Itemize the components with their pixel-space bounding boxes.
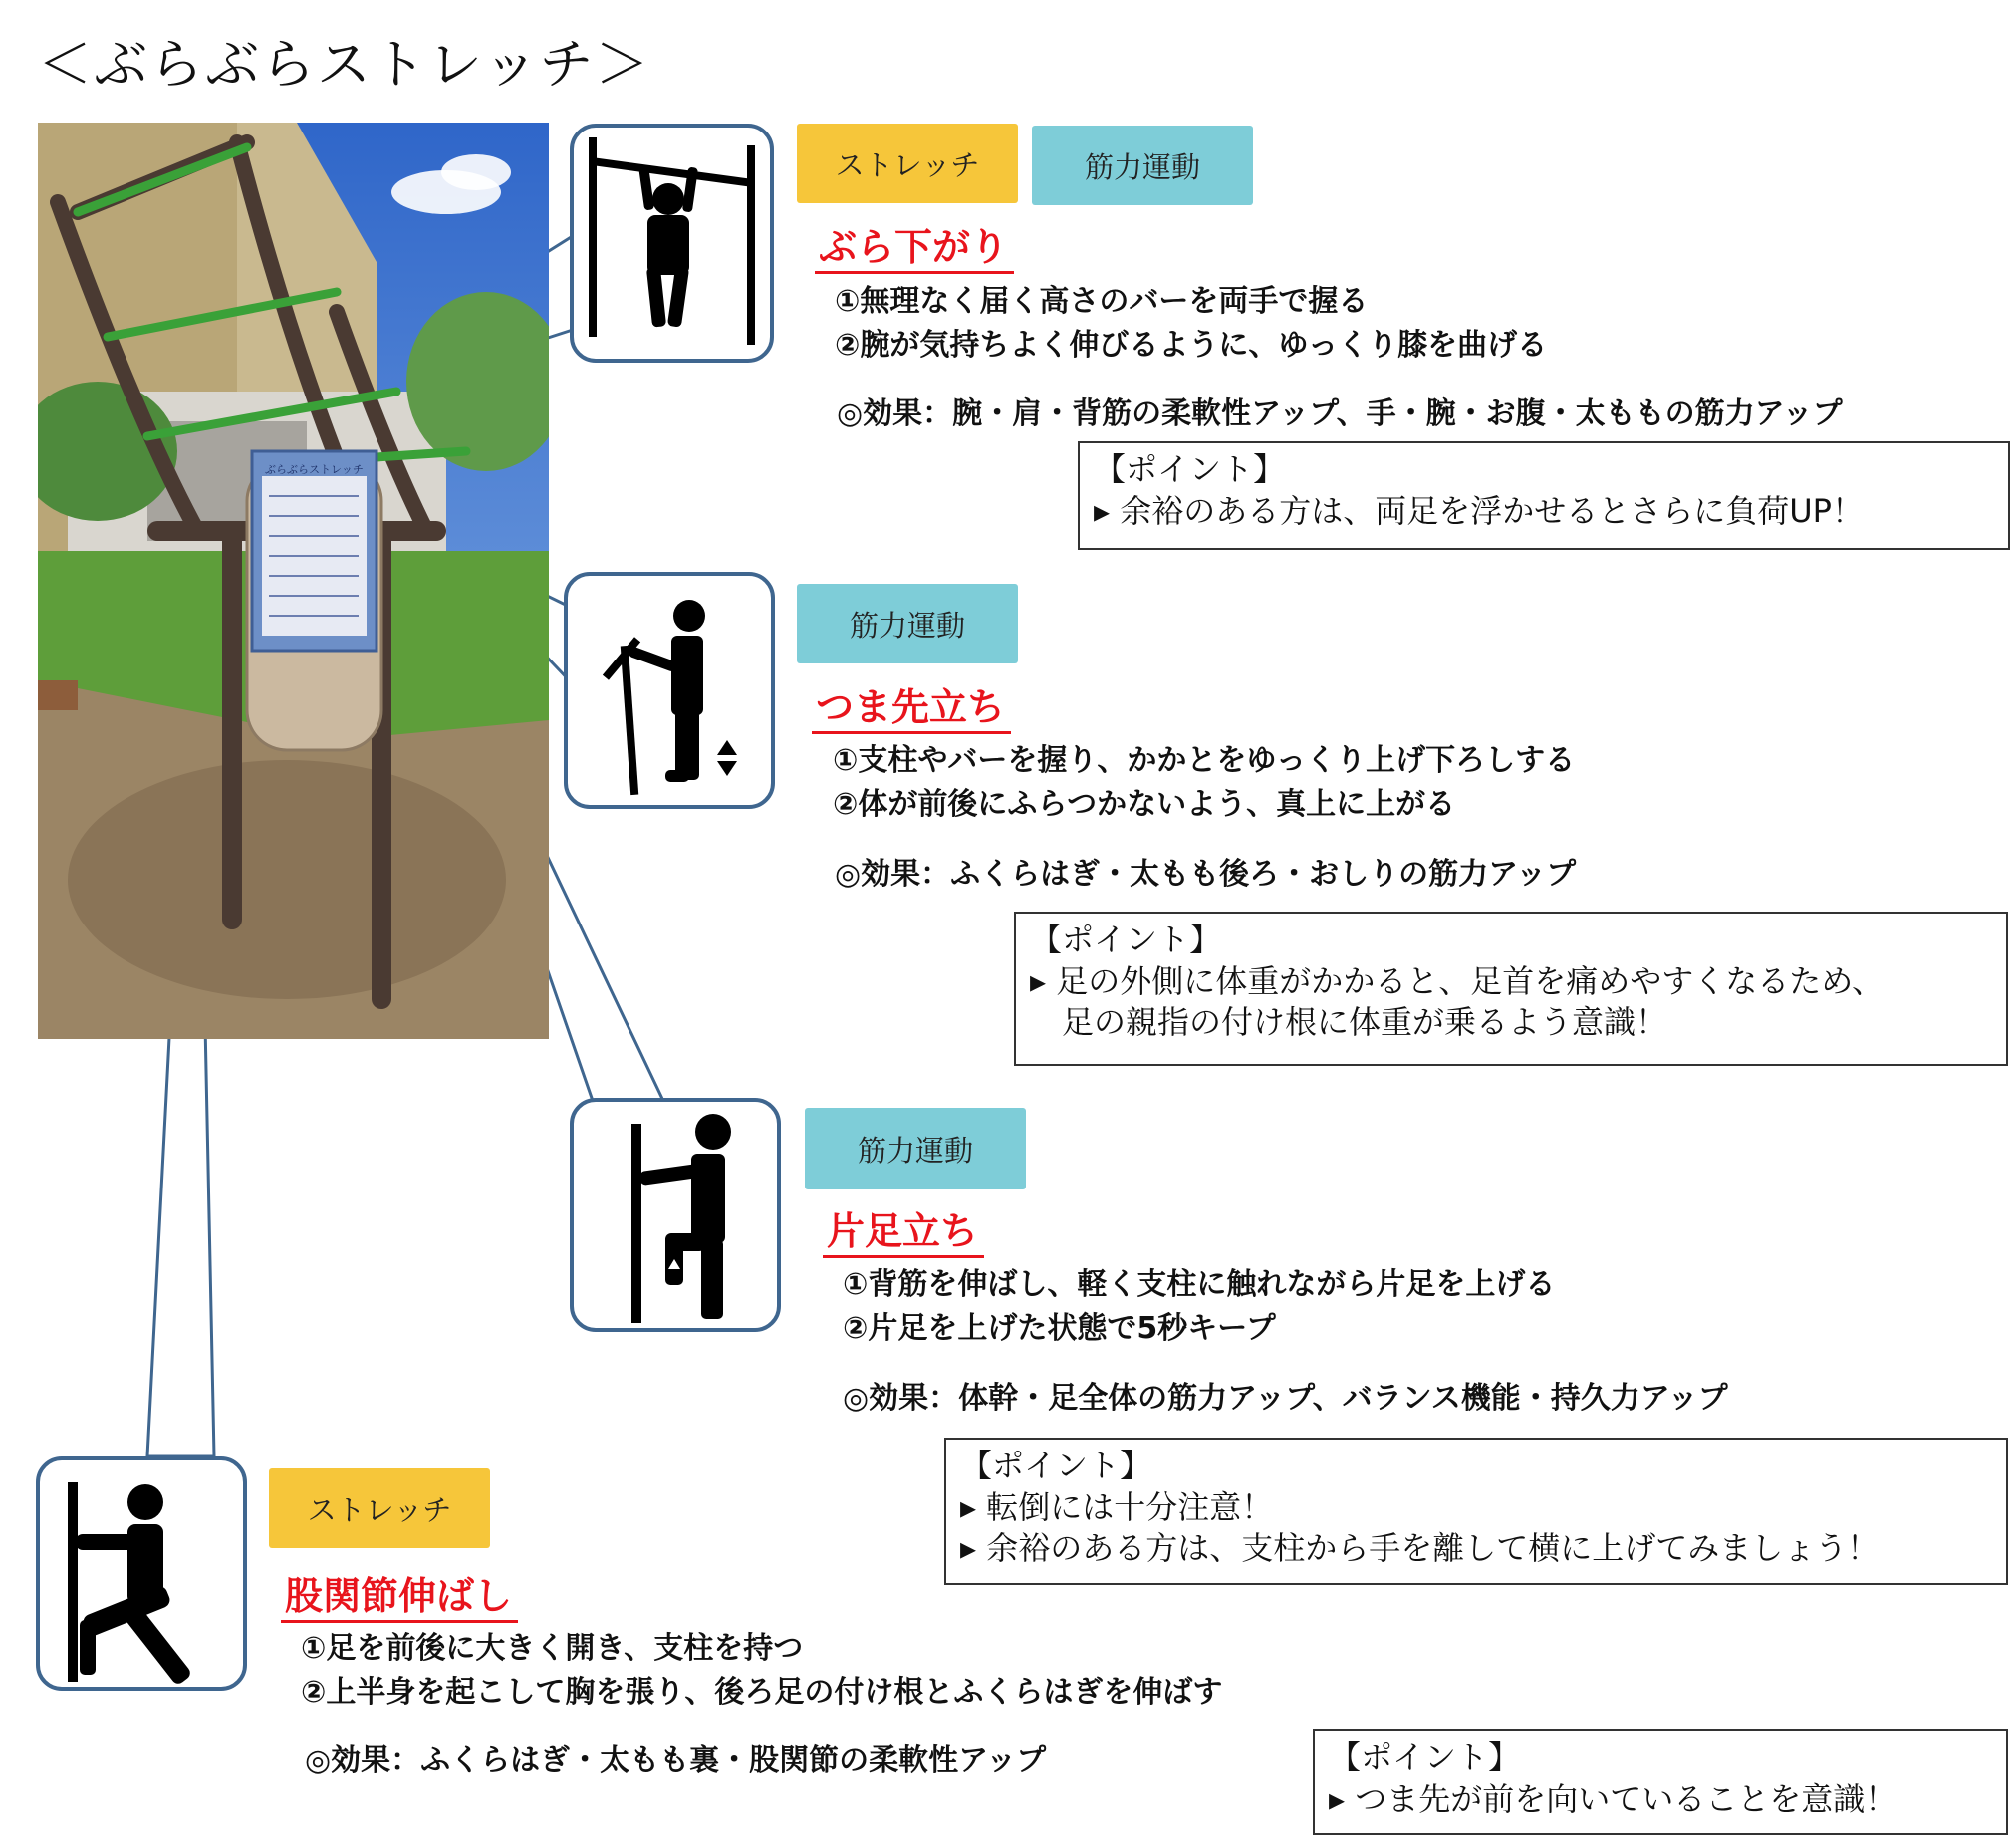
exercise-step: ②片足を上げた状態で5秒キープ (843, 1311, 1276, 1346)
exercise-step: ①足を前後に大きく開き、支柱を持つ (301, 1631, 804, 1666)
point-line: ▸ 余裕のある方は、支柱から手を離して横に上げてみましょう！ (960, 1529, 1880, 1568)
point-header: 【ポイント】 (1329, 1738, 1521, 1776)
exercise-step: ①支柱やバーを握り、かかとをゆっくり上げ下ろしする (833, 743, 1576, 778)
park-photo (38, 123, 549, 1039)
exercise-title: ぶら下がり (815, 227, 1014, 274)
one-leg-stand-icon (574, 1102, 777, 1328)
tag-muscle: 筋力運動 (797, 584, 1018, 663)
hip-icon-box (36, 1456, 247, 1691)
photo-sign-text: ぶらぶらストレッチ (265, 463, 364, 476)
point-box (1078, 441, 2010, 550)
exercise-title: 片足立ち (823, 1211, 984, 1258)
exercise-step: ②腕が気持ちよく伸びるように、ゆっくり膝を曲げる (835, 328, 1548, 363)
tag-stretch: ストレッチ (269, 1468, 490, 1548)
hanging-person-icon (574, 128, 770, 359)
point-line: 足の親指の付け根に体重が乗るよう意識！ (1030, 1003, 1668, 1042)
exercise-effect: ◎効果：腕・肩・背筋の柔軟性アップ、手・腕・お腹・太ももの筋力アップ (837, 396, 1843, 431)
exercise-step: ②上半身を起こして胸を張り、後ろ足の付け根とふくらはぎを伸ばす (301, 1675, 1223, 1710)
tag-stretch: ストレッチ (797, 124, 1018, 203)
page-title: ＜ぶらぶらストレッチ＞ (38, 33, 651, 96)
point-line: ▸ 余裕のある方は、両足を浮かせるとさらに負荷UP！ (1094, 491, 1864, 530)
point-header: 【ポイント】 (1030, 921, 1222, 958)
tiptoe-person-icon (568, 576, 771, 805)
tiptoe-icon-box (564, 572, 775, 809)
exercise-effect: ◎効果：ふくらはぎ・太もも裏・股関節の柔軟性アップ (305, 1743, 1047, 1778)
exercise-title: つま先立ち (812, 687, 1011, 734)
tag-muscle: 筋力運動 (1032, 126, 1253, 205)
point-line: ▸ つま先が前を向いていることを意識！ (1329, 1779, 1897, 1818)
point-box (944, 1438, 2008, 1585)
exercise-step: ①背筋を伸ばし、軽く支柱に触れながら片足を上げる (843, 1267, 1556, 1302)
exercise-step: ①無理なく届く高さのバーを両手で握る (835, 284, 1369, 319)
exercise-effect: ◎効果：体幹・足全体の筋力アップ、バランス機能・持久力アップ (843, 1381, 1728, 1416)
exercise-title: 股関節伸ばし (281, 1576, 518, 1623)
point-box (1014, 912, 2008, 1066)
exercise-step: ②体が前後にふらつかないよう、真上に上がる (833, 787, 1456, 822)
exercise-effect: ◎効果：ふくらはぎ・太もも後ろ・おしりの筋力アップ (835, 857, 1577, 892)
point-line: ▸ 足の外側に体重がかかると、足首を痛めやすくなるため、 (1030, 961, 1884, 1000)
one-leg-icon-box (570, 1098, 781, 1332)
point-header: 【ポイント】 (960, 1447, 1152, 1484)
hip-stretch-icon (40, 1460, 243, 1687)
point-header: 【ポイント】 (1094, 450, 1286, 488)
tag-muscle: 筋力運動 (805, 1108, 1026, 1189)
hanging-icon-box (570, 124, 774, 363)
point-box (1313, 1729, 2008, 1835)
point-line: ▸ 転倒には十分注意！ (960, 1487, 1274, 1526)
